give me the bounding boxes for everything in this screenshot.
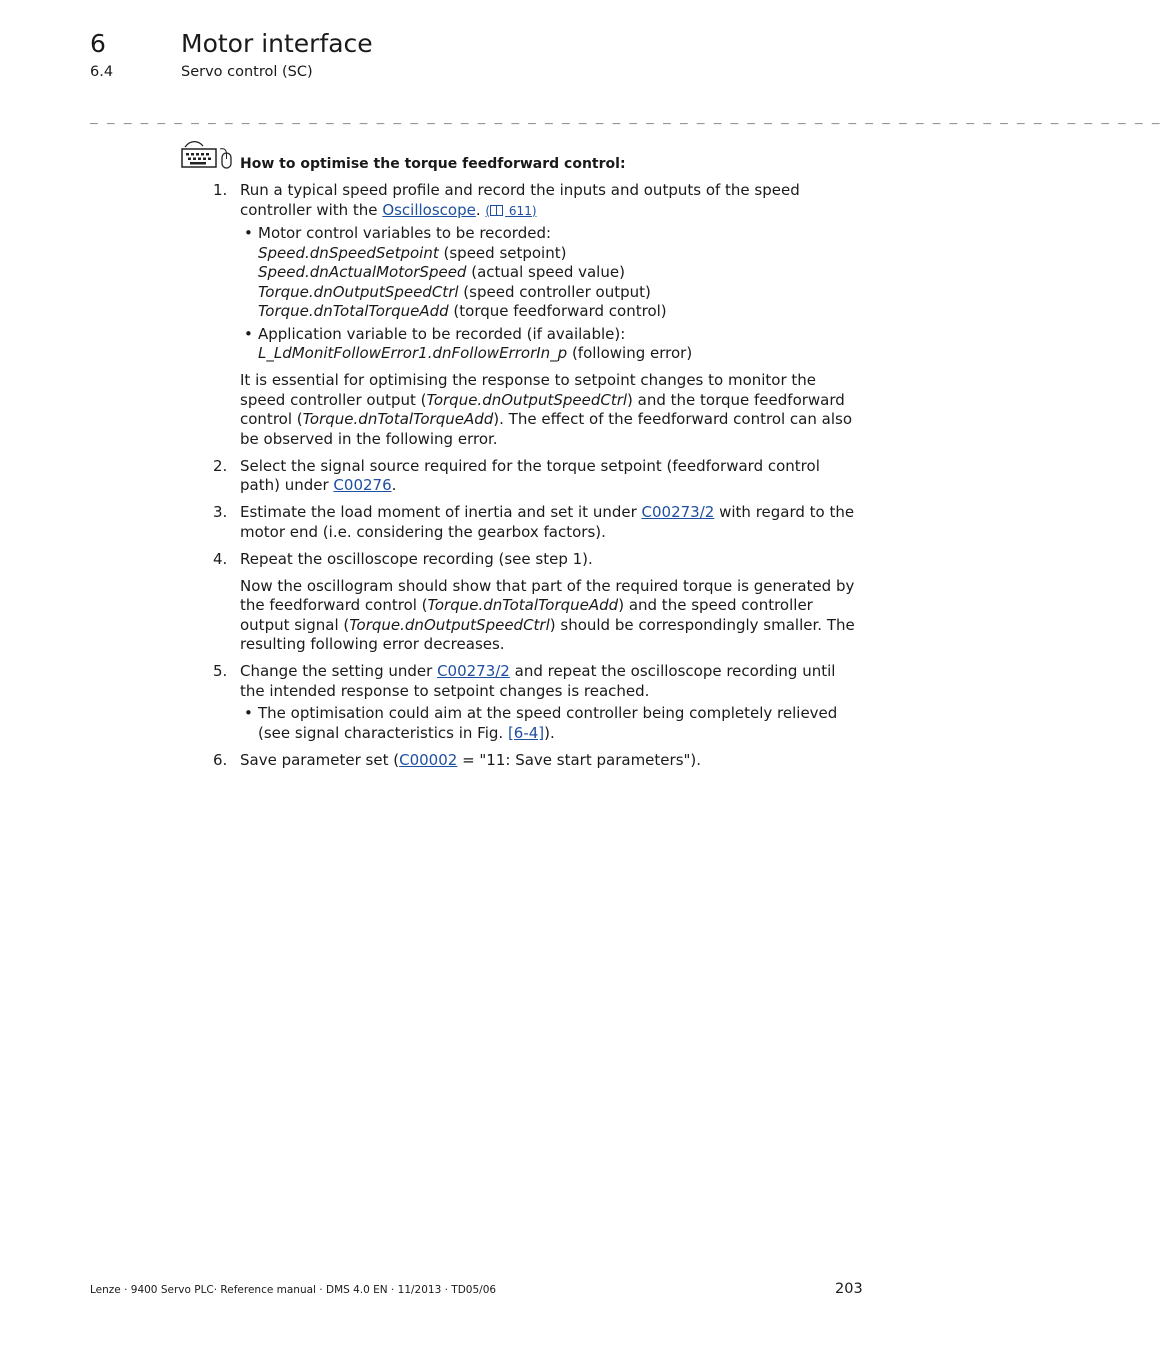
step-number: 4.: [213, 549, 228, 568]
step-2: [213, 457, 863, 496]
step-6: [213, 751, 863, 771]
step-text-part: .: [475, 200, 486, 219]
list-item: [240, 224, 863, 322]
variable-name: Torque.dnOutputSpeedCtrl: [349, 615, 550, 634]
chapter-title: Motor interface: [181, 29, 373, 58]
step-4: [213, 550, 863, 655]
c00273-2-link[interactable]: C00273/2: [641, 503, 715, 521]
variable-name: L_LdMonitFollowError1.dnFollowErrorIn_p: [258, 344, 568, 362]
step-text-part: .: [391, 476, 397, 494]
step-3: [213, 503, 863, 542]
step-text: Repeat the oscilloscope recording (see step 1).: [240, 549, 593, 568]
ref-page: 611): [508, 203, 537, 218]
list-item: [240, 325, 863, 364]
variable-name: Speed.dnSpeedSetpoint: [258, 243, 439, 262]
footer-document-info: Lenze · 9400 Servo PLC· Reference manual · DMS 4.0 EN · 11/2013 · TD05/06: [90, 1284, 497, 1296]
step-text: [240, 181, 863, 221]
book-icon: [490, 205, 503, 216]
variable-desc: (following error): [567, 344, 693, 362]
variable-line: [258, 302, 863, 322]
step-text-part: Estimate the load moment of inertia and set it under: [240, 503, 642, 521]
step-text-part: Run a typical speed profile and record the inputs and outputs of the speed controller with the: [240, 181, 800, 219]
step-number: 6.: [213, 750, 228, 769]
bullet-list: [240, 704, 863, 743]
note-text: It is essential for optimising the response to setpoint changes to monitor the speed controller output (: [240, 371, 817, 409]
bullet-text: The optimisation could aim at the speed controller being completely relieved (see signal characteristics in Fig.: [258, 704, 838, 742]
step-text-part: Save parameter set (: [240, 750, 400, 769]
variable-line: [258, 283, 863, 303]
variable-name: Torque.dnOutputSpeedCtrl: [426, 390, 628, 409]
note-text: Now the oscillogram should show that part of the required torque is generated by the feedforward control (: [240, 576, 855, 614]
step-note: [240, 371, 863, 449]
variable-line: [258, 344, 863, 364]
bullet-dot: •: [244, 324, 253, 343]
variable-name: Speed.dnActualMotorSpeed: [258, 263, 467, 281]
bullet-dot: •: [244, 224, 253, 242]
variable-desc: (speed controller output): [458, 282, 651, 301]
bullet-dot: •: [244, 704, 253, 722]
variable-name: Torque.dnTotalTorqueAdd: [302, 410, 494, 428]
c00002-link[interactable]: C00002: [399, 750, 458, 769]
oscilloscope-link[interactable]: Oscilloscope: [382, 200, 476, 219]
list-item: [240, 704, 863, 743]
step-text-part: with regard to the motor end (i.e. considering the gearbox factors).: [240, 503, 855, 541]
step-text: [240, 503, 863, 542]
note-text: ). The effect of the feedforward control can also be observed in the following error.: [240, 410, 852, 448]
note-text: ) and the speed controller output signal (: [240, 596, 813, 634]
figure-6-4-link[interactable]: [6-4]: [507, 723, 545, 742]
header-separator: _ _ _ _ _ _ _ _ _ _ _ _ _ _ _ _ _ _ _ _ _ _ _ _ _ _ _ _ _ _ _ _ _ _ _ _ _ _ _ _ _ _ _ _ _ _ _ _ _ _ _ _ _ _ _ _ _ _ _ _ _ _ _ _: [90, 110, 1160, 125]
variable-desc: (torque feedforward control): [448, 302, 667, 320]
step-number: 1.: [213, 181, 228, 199]
step-text-part: Change the setting under: [240, 662, 438, 680]
bullet-list: [240, 224, 863, 364]
step-text: [240, 751, 863, 771]
variable-desc: (actual speed value): [466, 263, 625, 281]
variable-name: Torque.dnTotalTorqueAdd: [258, 302, 449, 320]
page-number: 203: [835, 1281, 863, 1297]
step-number: 5.: [213, 662, 228, 680]
bullet-lead: Application variable to be recorded (if available):: [258, 324, 626, 343]
step-text: [240, 457, 863, 496]
step-text-part: = "11: Save start parameters").: [457, 750, 702, 769]
keyboard-mouse-icon: [181, 139, 233, 171]
step-note: [240, 577, 863, 655]
variable-desc: (speed setpoint): [438, 243, 567, 262]
note-text: ) and the torque feedforward control (: [240, 390, 845, 428]
chapter-number: 6: [90, 29, 106, 58]
section-title: Servo control (SC): [181, 64, 313, 80]
step-text-part: and repeat the oscilloscope recording until the intended response to setpoint changes is reached.: [240, 662, 836, 700]
step-number: 2.: [213, 456, 228, 475]
c00273-2-link[interactable]: C00273/2: [437, 662, 510, 680]
step-text: [240, 662, 863, 701]
bullet-text: ).: [544, 723, 555, 742]
variable-line: [258, 263, 863, 283]
procedure-heading: How to optimise the torque feedforward control:: [240, 156, 626, 172]
ref-open: (: [485, 203, 491, 218]
c00276-link[interactable]: C00276: [333, 476, 392, 494]
section-number: 6.4: [90, 64, 114, 80]
variable-name: Torque.dnOutputSpeedCtrl: [258, 282, 459, 301]
page-reference-link[interactable]: [485, 204, 536, 218]
bullet-lead: Motor control variables to be recorded:: [258, 224, 552, 242]
note-text: ) should be correspondingly smaller. The resulting following error decreases.: [240, 615, 855, 653]
variable-line: [258, 244, 863, 264]
procedure-steps: [213, 181, 863, 770]
step-1: [213, 181, 863, 449]
step-text-part: Select the signal source required for the torque setpoint (feedforward control path) under: [240, 456, 820, 494]
step-number: 3.: [213, 503, 228, 521]
variable-name: Torque.dnTotalTorqueAdd: [427, 596, 619, 614]
step-5: [213, 662, 863, 743]
